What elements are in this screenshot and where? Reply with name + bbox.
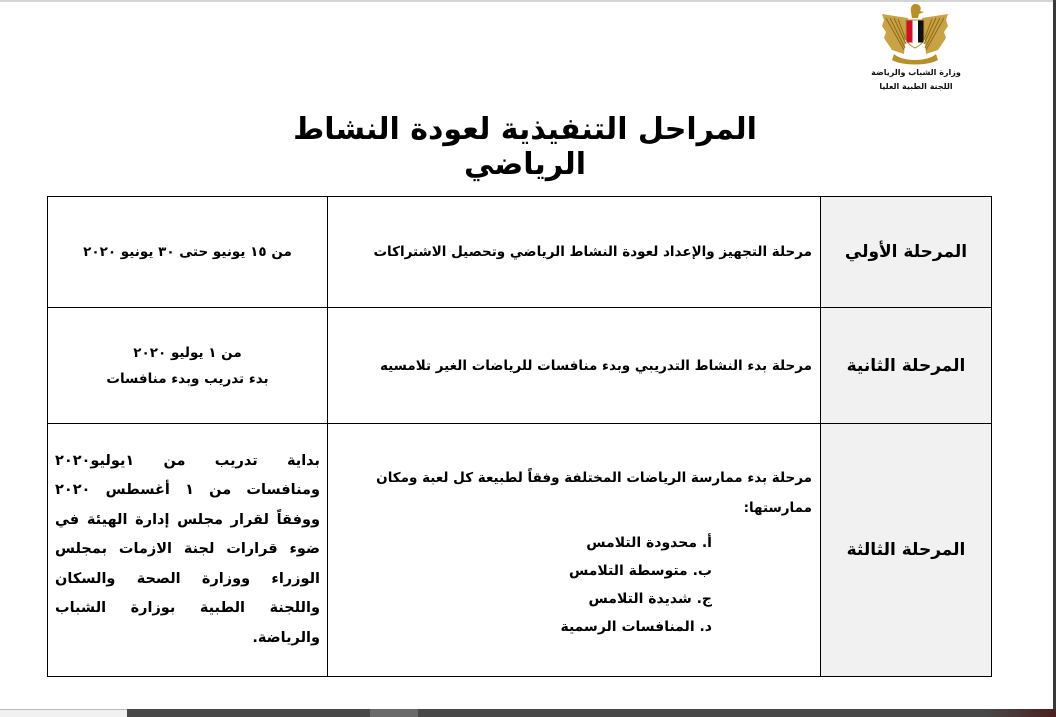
- committee-name: اللجنة الطبية العليا: [879, 82, 953, 91]
- scrollbar-thumb[interactable]: [370, 709, 418, 717]
- period-line: بدء تدريب وبدء منافسات: [106, 370, 269, 387]
- phase-description-text: مرحلة بدء ممارسة الرياضات المختلفة وفقاً لطبيعة كل لعبة ومكان ممارستها:: [376, 470, 812, 516]
- list-item: ب. متوسطة التلامس: [568, 563, 712, 579]
- phase-description-cell: [328, 424, 821, 677]
- table-row: [48, 197, 992, 308]
- phase-description-cell: مرحلة التجهيز والإعداد لعودة النشاط الرياضي وتحصيل الاشتراكات: [328, 197, 821, 308]
- phase-name-cell: المرحلة الثالثة: [821, 424, 992, 677]
- taskbar-fade: [986, 709, 1056, 717]
- taskbar-left-area: [0, 709, 127, 717]
- phase-name-cell: المرحلة الأولي: [821, 197, 992, 308]
- egypt-eagle-emblem-icon: [868, 2, 962, 94]
- phase-name-cell: المرحلة الثانية: [821, 308, 992, 424]
- ministry-name: وزارة الشباب والرياضة: [871, 68, 961, 77]
- list-item: أ. محدودة التلامس: [586, 535, 712, 551]
- period-text: بداية تدريب من ١يوليو٢٠٢٠ ومنافسات من ١ أغسطس ٢٠٢٠ ووفقاً لقرار مجلس إدارة الهيئة في ضوء قرارات لجنة الازمات بمجلس الوزراء ووزارة الصحة والسكان واللجنة الطبية بوزارة الشباب والرياضة.: [55, 452, 320, 646]
- phase-description-cell: مرحلة بدء النشاط التدريبي وبدء منافسات للرياضات الغير تلامسيه: [328, 308, 821, 424]
- list-item: د. المنافسات الرسمية: [560, 619, 712, 635]
- table-row: [48, 424, 992, 677]
- table-row: [48, 308, 992, 424]
- period-line: من ١ يوليو ٢٠٢٠: [133, 344, 242, 361]
- phase-period-cell: من ١٥ يونيو حتى ٣٠ يونيو ٢٠٢٠: [48, 197, 328, 308]
- phases-table: [47, 196, 992, 677]
- phase-period-cell: [48, 308, 328, 424]
- taskbar: [0, 709, 1056, 717]
- list-item: ج. شديدة التلامس: [588, 591, 712, 607]
- contact-levels-list: [336, 529, 812, 641]
- phase-period-cell: [48, 424, 328, 677]
- page-title: المراحل التنفيذية لعودة النشاط الرياضي: [293, 112, 757, 182]
